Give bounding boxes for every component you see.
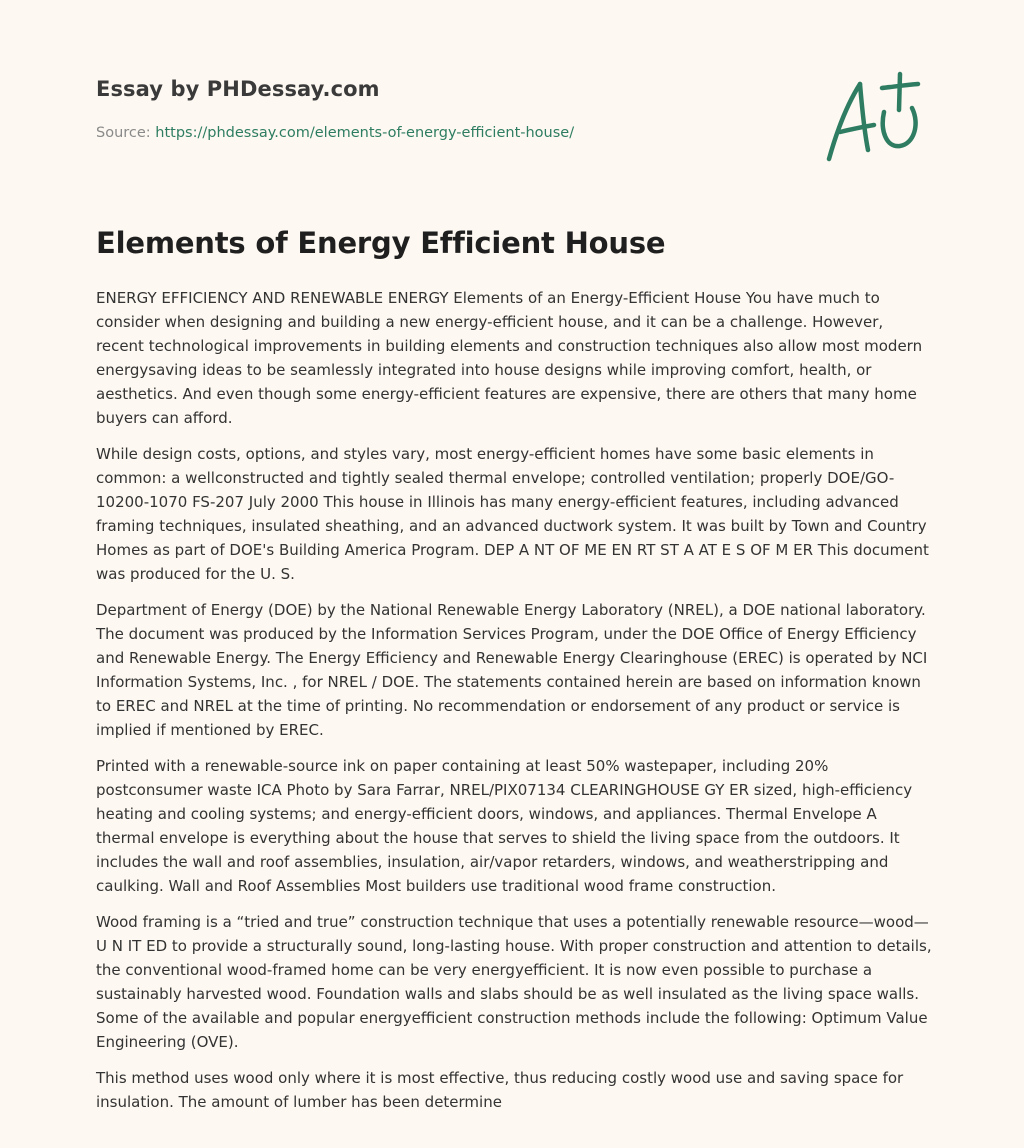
source-line <box>96 125 574 141</box>
paragraph: This method uses wood only where it is most effective, thus reducing costly wood use and saving space for insulation. The amount of lumber has been determine <box>96 1069 904 1111</box>
essay-body <box>96 286 932 1126</box>
paragraph: Wood framing is a “tried and true” construction technique that uses a potentially renewable resource—wood— U N IT ED to provide a structurally sound, long-lasting house. With proper construction and attention to details, the conventional wood-framed home can be very energyefficient. It is now even possible to purchase a sustainably harvested wood. Foundation walls and slabs should be as well insulated as the living space walls. Some of the available and popular energyefficient construction methods include the following: Optimum Value Engineering (OVE). <box>96 913 932 1051</box>
paragraph: Department of Energy (DOE) by the National Renewable Energy Laboratory (NREL), a DOE national laboratory. The document was produced by the Information Services Program, under the DOE Office of Energy Efficiency and Renewable Energy. The Energy Efficiency and Renewable Energy Clearinghouse (EREC) is operated by NCI Information Systems, Inc. , for NREL / DOE. The statements contained herein are based on information known to EREC and NREL at the time of printing. No recommendation or endorsement of any product or service is implied if mentioned by EREC. <box>96 601 928 739</box>
source-label: Source: <box>96 125 151 141</box>
paragraph: While design costs, options, and styles vary, most energy-efficient homes have some basic elements in common: a wellconstructed and tightly sealed thermal envelope; controlled ventilation; properly DOE/GO-10200-1070 FS-207 July 2000 This house in Illinois has many energy-efficient features, including advanced framing techniques, insulated sheathing, and an advanced ductwork system. It was built by Town and Country Homes as part of DOE's Building America Program. DEP A NT OF ME EN RT ST A AT E S OF M ER This document was produced for the U. S. <box>96 445 929 583</box>
document-title: Elements of Energy Efficient House <box>96 226 666 260</box>
paragraph: ENERGY EFFICIENCY AND RENEWABLE ENERGY Elements of an Energy-Efficient House You have much to consider when designing and building a new energy-efficient house, and it can be a challenge. However, recent technological improvements in building elements and construction techniques also allow most modern energysaving ideas to be seamlessly integrated into house designs while improving comfort, health, or aesthetics. And even though some energy-efficient features are expensive, there are others that many home buyers can afford. <box>96 289 923 427</box>
source-link[interactable]: https://phdessay.com/elements-of-energy-efficient-house/ <box>155 125 575 141</box>
site-brand: Essay by PHDessay.com <box>96 77 380 101</box>
a-plus-logo-icon <box>820 68 930 168</box>
paragraph: Printed with a renewable-source ink on paper containing at least 50% wastepaper, including 20% postconsumer waste ICA Photo by Sara Farrar, NREL/PIX07134 CLEARINGHOUSE GY ER sized, high-efficiency heating and cooling systems; and energy-efficient doors, windows, and appliances. Thermal Envelope A thermal envelope is everything about the house that serves to shield the living space from the outdoors. It includes the wall and roof assemblies, insulation, air/vapor retarders, windows, and weatherstripping and caulking. Wall and Roof Assemblies Most builders use traditional wood frame construction. <box>96 757 913 895</box>
